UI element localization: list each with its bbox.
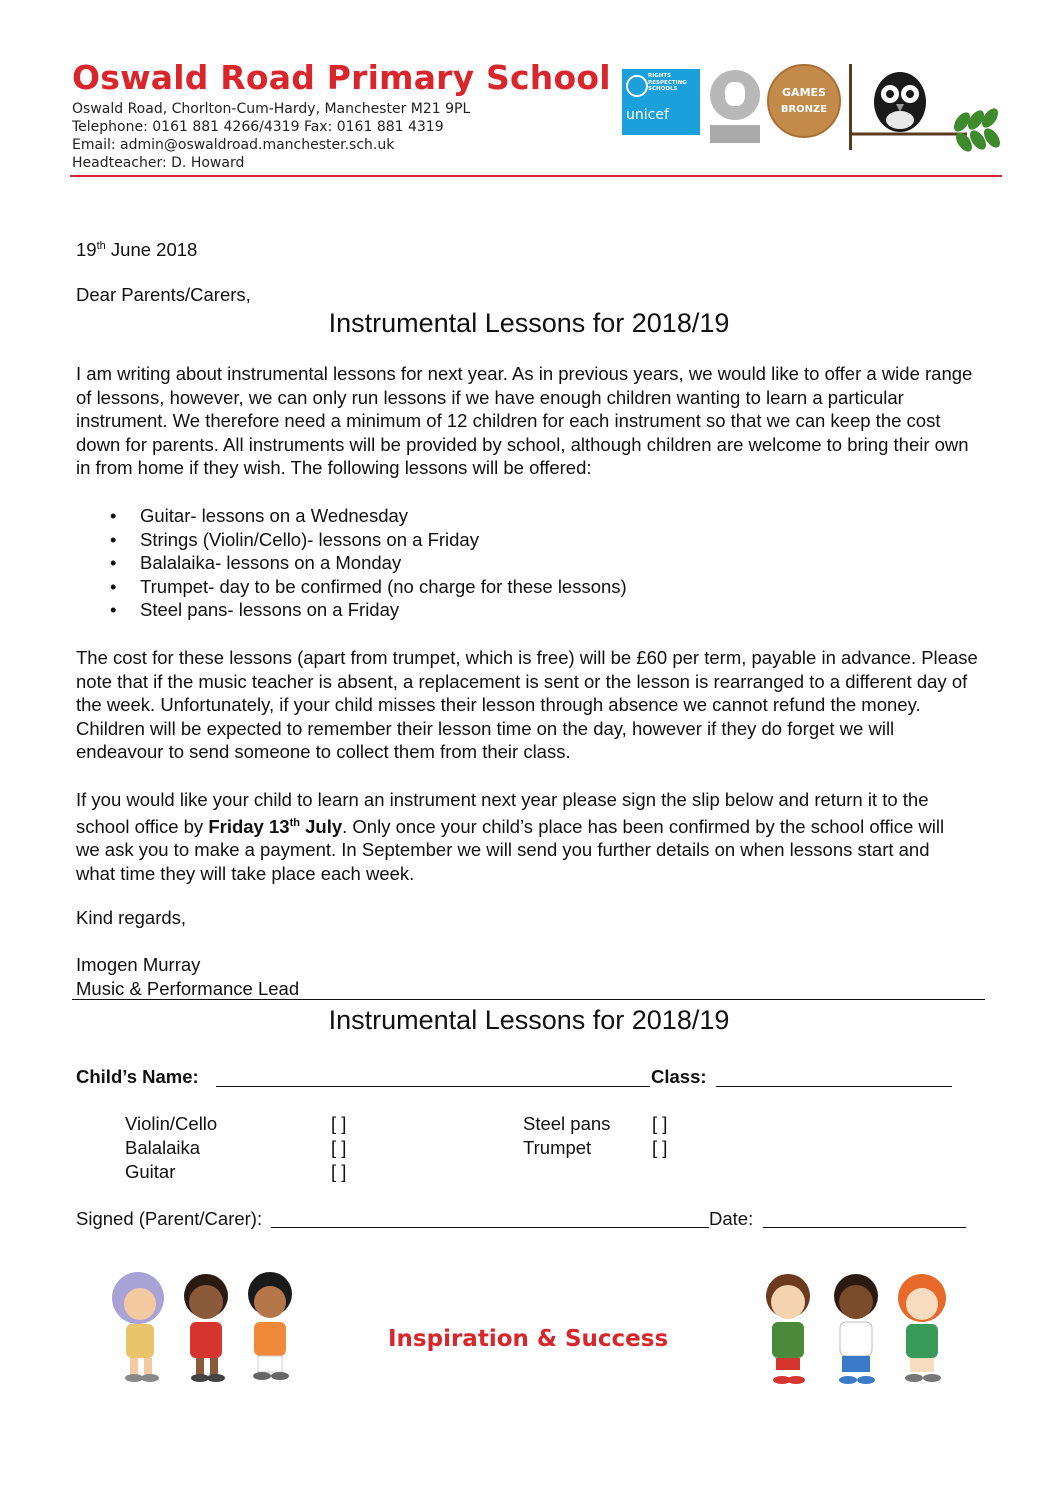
date-field[interactable] bbox=[763, 1227, 966, 1228]
option-balalaika: Balalaika bbox=[125, 1137, 201, 1158]
school-telephone: Telephone: 0161 881 4266/4319 Fax: 0161 881 4319 bbox=[72, 119, 444, 135]
option-guitar: Guitar bbox=[125, 1161, 176, 1182]
option-trumpet: Trumpet bbox=[523, 1137, 592, 1158]
child-figure-1 bbox=[112, 1272, 164, 1382]
checkbox-guitar[interactable]: [ ] bbox=[331, 1161, 347, 1182]
deadline bbox=[208, 816, 342, 837]
class-field[interactable] bbox=[716, 1086, 952, 1087]
signer-role: Music & Performance Lead bbox=[76, 978, 300, 999]
bronze-text: BRONZE bbox=[780, 104, 828, 115]
child-name-field[interactable] bbox=[216, 1086, 650, 1087]
paragraph-intro: I am writing about instrumental lessons for next year. As in previous years, we would like to offer a wide range of lessons, however, we can only run lessons if we have enough children wanting to learn a particular instrument. We therefore need a minimum of 12 children for each instrument so that we can keep the cost down for parents. All instruments will be provided by school, although children are welcome to bring their own in from home if they wish. The following lessons will be offered: bbox=[76, 363, 973, 479]
checkbox-violin-cello[interactable]: [ ] bbox=[331, 1113, 347, 1134]
child-figure-5 bbox=[834, 1274, 878, 1384]
children-illustration-right bbox=[748, 1266, 963, 1390]
date-rest: June 2018 bbox=[105, 239, 198, 261]
games-text: GAMES bbox=[782, 86, 826, 99]
checkbox-trumpet[interactable]: [ ] bbox=[652, 1137, 668, 1158]
child-figure-4 bbox=[766, 1274, 810, 1384]
figures-icon bbox=[725, 82, 745, 106]
quality-mark-logo bbox=[710, 70, 760, 120]
school-motto: Inspiration & Success bbox=[388, 1326, 669, 1352]
paragraph-cost: The cost for these lessons (apart from trumpet, which is free) will be £60 per term, payable in advance. Please note that if the music teacher is absent, a replacement is sent or the lesson is rearranged to a different day of the week. Unfortunately, if your child misses their lesson through absence we cannot refund the money. Children will be expected to remember their lesson time on the day, however if they do forget we will endeavour to send someone to collect them from their class. bbox=[76, 647, 978, 763]
date-suffix: th bbox=[96, 240, 106, 252]
class-label: Class: bbox=[651, 1066, 707, 1087]
school-games-bronze-logo bbox=[767, 64, 841, 138]
closing: Kind regards, bbox=[76, 907, 187, 928]
child-name-label: Child’s Name: bbox=[76, 1066, 199, 1087]
child-figure-6 bbox=[898, 1274, 946, 1382]
children-illustration-left bbox=[98, 1266, 313, 1386]
option-steel-pans: Steel pans bbox=[523, 1113, 611, 1134]
deadline-month: July bbox=[299, 815, 343, 837]
owl-icon bbox=[874, 72, 926, 132]
list-item: • Steel pans- lessons on a Friday bbox=[76, 598, 976, 622]
rights-respecting-logo bbox=[622, 69, 700, 135]
checkbox-balalaika[interactable]: [ ] bbox=[331, 1137, 347, 1158]
signer-name: Imogen Murray bbox=[76, 954, 201, 975]
list-item: • Strings (Violin/Cello)- lessons on a Friday bbox=[76, 528, 976, 552]
school-address: Oswald Road, Chorlton-Cum-Hardy, Manchester M21 9PL bbox=[72, 101, 471, 117]
leaf-icon bbox=[951, 106, 1002, 152]
salutation: Dear Parents/Carers, bbox=[76, 284, 251, 305]
list-item: • Balalaika- lessons on a Monday bbox=[76, 551, 976, 575]
slip-title: Instrumental Lessons for 2018/19 bbox=[328, 1005, 730, 1035]
list-item: • Guitar- lessons on a Wednesday bbox=[76, 504, 976, 528]
letter-title: Instrumental Lessons for 2018/19 bbox=[328, 308, 730, 338]
return-text-a: If you would like your child to learn an instrument next year please sign the slip below and return it to the school office by bbox=[76, 789, 929, 837]
lesson-list bbox=[76, 504, 976, 622]
child-figure-3 bbox=[248, 1272, 292, 1380]
quality-mark-badge bbox=[710, 125, 760, 143]
school-email: Email: admin@oswaldroad.manchester.sch.uk bbox=[72, 137, 395, 153]
globe-icon bbox=[626, 75, 648, 97]
date-day: 19 bbox=[76, 239, 97, 261]
owl-logo bbox=[852, 62, 1002, 152]
date-label: Date: bbox=[709, 1208, 754, 1229]
return-text-b: . Only once your child’s place has been confirmed by the school office will we ask you to make a payment. In September we will send you further details on when lessons start and what time they will take place each week. bbox=[76, 815, 945, 884]
option-violin-cello: Violin/Cello bbox=[125, 1113, 218, 1134]
checkbox-steel-pans[interactable]: [ ] bbox=[652, 1113, 668, 1134]
deadline-suffix: th bbox=[289, 816, 300, 829]
deadline-day: Friday 13 bbox=[208, 815, 290, 837]
signature-field[interactable] bbox=[271, 1227, 709, 1228]
rights-logo-text: RIGHTS RESPECTING SCHOOLS bbox=[648, 73, 687, 92]
paragraph-return-slip bbox=[76, 788, 971, 886]
slip-divider bbox=[72, 999, 985, 1000]
child-figure-2 bbox=[184, 1274, 228, 1382]
list-item: • Trumpet- day to be confirmed (no charge for these lessons) bbox=[76, 575, 976, 599]
unicef-text: unicef bbox=[626, 107, 669, 123]
headteacher: Headteacher: D. Howard bbox=[72, 155, 245, 171]
header-rule bbox=[70, 175, 1002, 177]
signed-label: Signed (Parent/Carer): bbox=[76, 1208, 263, 1229]
letter-date bbox=[76, 235, 197, 262]
school-name: Oswald Road Primary School bbox=[72, 58, 611, 97]
